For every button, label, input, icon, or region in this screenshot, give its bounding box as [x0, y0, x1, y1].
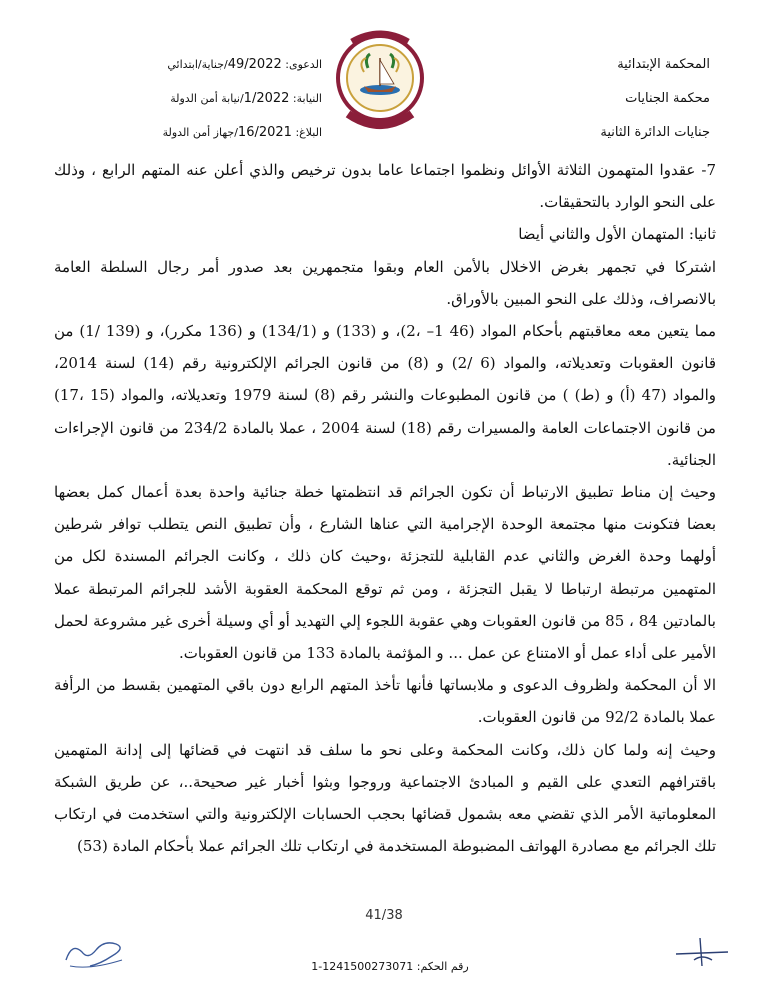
- case-references: [122, 48, 322, 150]
- case-ref-number: 1/2022: [243, 91, 290, 106]
- case-ref-number: 49/2022: [227, 57, 282, 72]
- paragraph-linkage: وحيث إن مناط تطبيق الارتباط أن تكون الجرائم قد انتظمتها خطة جنائية واحدة بعدة أعمال كمل بعضها بعضا فتكونت منها مجتمعة الوحدة الإجرامية التي عناها الشارع ، وأن تطبيق النص يتطلب توافر شرطين أولهما وحدة الغرض والثاني عدم القابلية للتجزئة ،وحيث كان ذلك ، وكانت الجرائم المسندة لكل من المتهمين مرتبطة ارتباطا لا يقبل التجزئة ، ومن ثم توقع المحكمة العقوبة الأشد للجرائم المرتبطة عملا بالمادتين 84 ، 85 من قانون العقوبات وهي عقوبة اللجوء إلي التهديد أو أي وسيلة أخرى غير مشروعة لحمل الأمير على أداء عمل أو الامتناع عن عمل ... و المؤثمة بالمادة 133 من قانون العقوبات.: [54, 483, 716, 663]
- case-ref-suffix: /جناية/ابتدائي: [167, 58, 228, 71]
- signature-right-icon: [672, 932, 732, 972]
- court-name-primary: المحكمة الإبتدائية: [617, 57, 710, 72]
- case-ref-suffix: /جهاز أمن الدولة: [162, 126, 238, 139]
- paragraph-subheading: ثانيا: المتهمان الأول والثاني أيضا: [518, 225, 716, 244]
- ruling-number: [300, 960, 480, 973]
- court-header: [520, 48, 710, 150]
- case-ref-number: 16/2021: [237, 125, 292, 140]
- case-ref-report: [122, 116, 322, 150]
- court-circuit: جنايات الدائرة الثانية: [600, 125, 710, 140]
- case-ref-label: الدعوى:: [285, 58, 322, 71]
- case-ref-suffix: /نيابة أمن الدولة: [170, 92, 244, 105]
- case-ref-lawsuit: [122, 48, 322, 82]
- paragraph-applicable-articles: مما يتعين معه معاقبتهم بأحكام المواد (46 1– ،2)، و (133) و (134/1) و (136 مكرر)، و (139 /1) من قانون العقوبات وتعديلاته، والمواد (6 /2) و (8) من قانون الجرائم الإلكترونية رقم (14) لسنة 2014، والمواد (47 (أ) و (ط) ) من قانون المطبوعات والنشر رقم (8) لسنة 1979 وتعديلاته، والمواد (15 ،17) من قانون الاجتماعات العامة والمسيرات رقم (18) لسنة 2004 ، عملا بالمادة 234/2 من قانون الإجراءات الجنائية.: [54, 322, 717, 469]
- case-ref-label: البلاغ:: [295, 126, 322, 139]
- ruling-value: 1241500273071-1: [311, 960, 414, 973]
- paragraph-leniency: الا أن المحكمة ولظروف الدعوى و ملابساتها فأنها تأخذ المتهم الرابع دون باقي المتهمين بقسط من الرأفة عملا بالمادة 92/2 من قانون العقوبات.: [54, 676, 716, 727]
- page-number: 41/38: [365, 908, 403, 923]
- judgment-body: [54, 154, 716, 862]
- paragraph-assembly-charge: اشتركا في تجمهر بغرض الاخلال بالأمن العام وبقوا متجمهرين بعد صدور أمر رجال السلطة العامة بالانصراف، وذلك على النحو المبين بالأوراق.: [54, 257, 716, 308]
- paragraph-confiscation: وحيث إنه ولما كان ذلك، وكانت المحكمة وعلى نحو ما سلف قد انتهت في قضائها إلى إدانة المتهمين باقترافهم التعدي على القيم و المبادئ الاجتماعية وروجوا وبثوا أخبار غير صحيحة..، عن طريق الشبكة المعلوماتية الأمر الذي تقضي معه بشمول قضائها بحجب الحسابات الإلكترونية والتي استخدمت في ارتكاب تلك الجرائم مع مصادرة الهواتف المضبوطة المستخدمة في ارتكاب تلك الجرائم عملا بأحكام المادة (53): [54, 740, 717, 856]
- court-name-criminal: محكمة الجنايات: [625, 91, 710, 106]
- signature-left-icon: [60, 930, 140, 974]
- case-ref-prosecution: [122, 82, 322, 116]
- ruling-label: رقم الحكم:: [416, 960, 469, 973]
- qatar-judiciary-seal-icon: [334, 28, 426, 140]
- paragraph-charge-seven: 7- عقدوا المتهمون الثلاثة الأوائل ونظموا اجتماعا عاما بدون ترخيص والذي أعلن عنه المتهم الرابع ، وذلك على النحو الوارد بالتحقيقات.: [54, 161, 716, 212]
- case-ref-label: النيابة:: [292, 92, 322, 105]
